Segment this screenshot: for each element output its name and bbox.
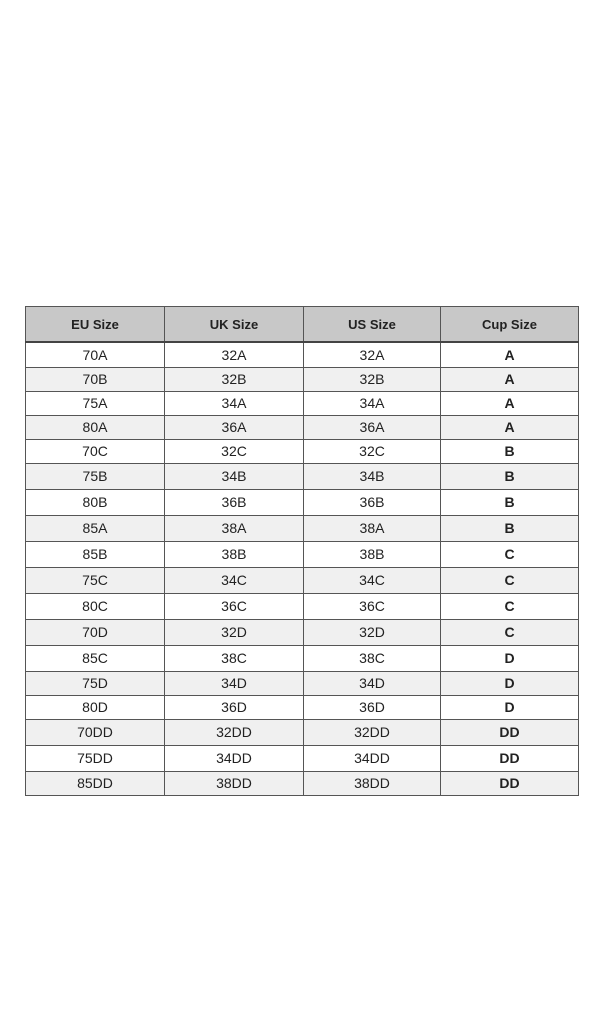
eu-size-cell: 80C	[26, 593, 165, 619]
cup-size-cell: B	[441, 489, 579, 515]
uk-size-cell: 36A	[165, 415, 304, 439]
cup-size-cell: A	[441, 415, 579, 439]
cup-size-cell: C	[441, 619, 579, 645]
eu-size-cell: 75D	[26, 671, 165, 695]
us-size-cell: 38A	[304, 515, 441, 541]
uk-size-cell: 32B	[165, 367, 304, 391]
cup-size-cell: B	[441, 439, 579, 463]
us-size-cell: 38DD	[304, 771, 441, 795]
header-row	[26, 307, 579, 343]
us-size-cell: 36D	[304, 695, 441, 719]
table-row	[26, 541, 579, 567]
eu-size-cell: 85DD	[26, 771, 165, 795]
us-size-cell: 38C	[304, 645, 441, 671]
table-row	[26, 719, 579, 745]
eu-size-cell: 75DD	[26, 745, 165, 771]
uk-size-cell: 38B	[165, 541, 304, 567]
cup-size-cell: C	[441, 567, 579, 593]
us-size-cell: 32C	[304, 439, 441, 463]
table-row	[26, 367, 579, 391]
cup-size-cell: C	[441, 593, 579, 619]
us-size-cell: 32DD	[304, 719, 441, 745]
us-size-cell: 32A	[304, 342, 441, 367]
cup-size-cell: A	[441, 391, 579, 415]
table-row	[26, 771, 579, 795]
cup-size-cell: D	[441, 671, 579, 695]
us-size-cell: 34B	[304, 463, 441, 489]
uk-size-cell: 32D	[165, 619, 304, 645]
cup-size-cell: B	[441, 463, 579, 489]
us-size-cell: 32D	[304, 619, 441, 645]
table-row	[26, 671, 579, 695]
uk-size-cell: 36B	[165, 489, 304, 515]
eu-size-cell: 80D	[26, 695, 165, 719]
cup-size-cell: D	[441, 695, 579, 719]
eu-size-cell: 85A	[26, 515, 165, 541]
uk-size-cell: 34B	[165, 463, 304, 489]
cup-size-cell: B	[441, 515, 579, 541]
table-row	[26, 593, 579, 619]
cup-size-cell: C	[441, 541, 579, 567]
size-chart-table	[25, 306, 579, 796]
eu-size-cell: 70A	[26, 342, 165, 367]
header-cup-size: Cup Size	[441, 307, 579, 343]
header-uk-size: UK Size	[165, 307, 304, 343]
table-row	[26, 695, 579, 719]
eu-size-cell: 85C	[26, 645, 165, 671]
uk-size-cell: 36C	[165, 593, 304, 619]
uk-size-cell: 34A	[165, 391, 304, 415]
uk-size-cell: 34C	[165, 567, 304, 593]
eu-size-cell: 70C	[26, 439, 165, 463]
table-body	[26, 342, 579, 795]
eu-size-cell: 75A	[26, 391, 165, 415]
table-row	[26, 515, 579, 541]
table-row	[26, 619, 579, 645]
us-size-cell: 34A	[304, 391, 441, 415]
uk-size-cell: 34DD	[165, 745, 304, 771]
uk-size-cell: 38C	[165, 645, 304, 671]
us-size-cell: 36B	[304, 489, 441, 515]
table-row	[26, 439, 579, 463]
uk-size-cell: 32C	[165, 439, 304, 463]
eu-size-cell: 80A	[26, 415, 165, 439]
table-row	[26, 415, 579, 439]
us-size-cell: 38B	[304, 541, 441, 567]
eu-size-cell: 70DD	[26, 719, 165, 745]
uk-size-cell: 36D	[165, 695, 304, 719]
header-eu-size: EU Size	[26, 307, 165, 343]
table-header	[26, 307, 579, 343]
eu-size-cell: 70D	[26, 619, 165, 645]
uk-size-cell: 34D	[165, 671, 304, 695]
eu-size-cell: 85B	[26, 541, 165, 567]
table-row	[26, 745, 579, 771]
table-row	[26, 645, 579, 671]
uk-size-cell: 32A	[165, 342, 304, 367]
eu-size-cell: 75C	[26, 567, 165, 593]
us-size-cell: 34DD	[304, 745, 441, 771]
us-size-cell: 32B	[304, 367, 441, 391]
cup-size-cell: DD	[441, 745, 579, 771]
cup-size-cell: DD	[441, 771, 579, 795]
table-row	[26, 463, 579, 489]
cup-size-cell: A	[441, 367, 579, 391]
table-row	[26, 489, 579, 515]
table-row	[26, 342, 579, 367]
us-size-cell: 34C	[304, 567, 441, 593]
uk-size-cell: 38DD	[165, 771, 304, 795]
eu-size-cell: 75B	[26, 463, 165, 489]
header-us-size: US Size	[304, 307, 441, 343]
table-row	[26, 391, 579, 415]
us-size-cell: 34D	[304, 671, 441, 695]
cup-size-cell: DD	[441, 719, 579, 745]
cup-size-cell: D	[441, 645, 579, 671]
eu-size-cell: 80B	[26, 489, 165, 515]
us-size-cell: 36A	[304, 415, 441, 439]
eu-size-cell: 70B	[26, 367, 165, 391]
cup-size-cell: A	[441, 342, 579, 367]
uk-size-cell: 38A	[165, 515, 304, 541]
table-row	[26, 567, 579, 593]
us-size-cell: 36C	[304, 593, 441, 619]
uk-size-cell: 32DD	[165, 719, 304, 745]
